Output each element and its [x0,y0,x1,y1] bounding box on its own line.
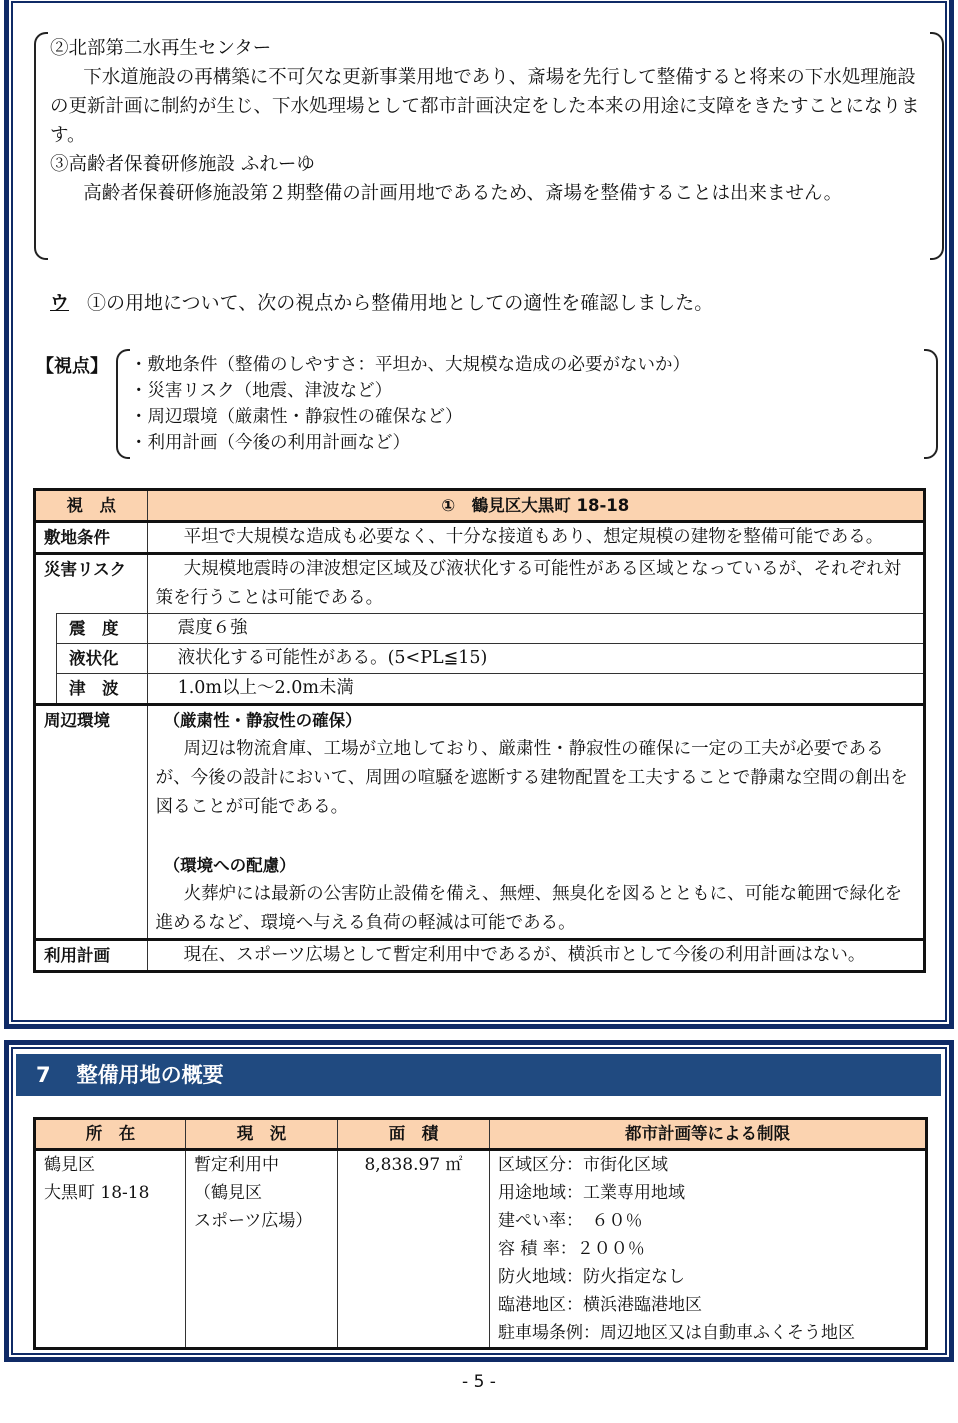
left-bracket [34,32,48,260]
restriction-line: 臨港地区：横浜港臨港地区 [498,1295,702,1315]
header-site: ① 鶴見区大黒町 18-18 [147,490,924,522]
tsunami-value: 1.0m以上～2.0m未満 [147,674,924,705]
environment-text [147,705,924,940]
tsunami-label: 津 波 [57,674,148,705]
table-header-row [35,490,925,522]
environment-subhead-2: （環境への配慮） [163,856,296,875]
location-line: 鶴見区 [44,1155,95,1175]
viewpoints-box [116,349,938,459]
liquefaction-label: 液状化 [57,644,148,674]
header-location: 所 在 [35,1119,186,1150]
item2-title: ②北部第二水再生センター [50,38,272,59]
restriction-line: 建ぺい率： ６０％ [498,1211,643,1231]
viewpoint-label: 【視点】 [36,356,108,377]
environment-text-1: 周辺は物流倉庫、工場が立地しており、厳粛性・静寂性の確保に一定の工夫が必要であるが、今後の設計において、周囲の喧騒を遮断する建物配置を工夫することで静粛な空間の創出を図ることが可能である。 [155,739,908,817]
viewpoint-item: ・敷地条件（整備のしやすさ：平坦か、大規模な造成の必要がないか） [130,355,690,375]
item3-title: ③高齢者保養研修施設 ふれーゆ [50,154,315,175]
item3-text: 高齢者保養研修施設第２期整備の計画用地であるため、斎場を整備することは出来ません。 [83,183,843,204]
site-conditions-text: 平坦で大規模な造成も必要なく、十分な接道もあり、想定規模の建物を整備可能である。 [147,522,924,554]
table-header-row [35,1119,927,1150]
status-line: 暫定利用中 [194,1155,279,1175]
disaster-risk-label: 災害リスク [35,554,148,614]
right-bracket [930,32,944,260]
indent-spacer [35,614,57,705]
seismic-value: 震度６強 [147,614,924,644]
restriction-line: 区域区分：市街化区域 [498,1155,668,1175]
table-row-disaster-risk [35,554,925,614]
status-cell [186,1150,338,1349]
table-row-liquefaction [35,644,925,674]
section-7-title [16,1054,941,1096]
site-overview-table [33,1117,928,1350]
section-title-text: 整備用地の概要 [76,1063,224,1087]
blank-line [156,822,915,851]
area-cell: 8,838.97 ㎡ [338,1150,490,1349]
section-u-mark: ウ [50,292,70,314]
restriction-line: 防火地域：防火指定なし [498,1267,685,1287]
section-number: 7 [36,1063,51,1087]
alternative-sites-box [34,32,944,260]
viewpoint-item: ・利用計画（今後の利用計画など） [130,433,410,453]
right-bracket [924,349,938,459]
usage-plan-text: 現在、スポーツ広場として暫定利用中であるが、横浜市として今後の利用計画はない。 [147,940,924,972]
environment-text-2: 火葬炉には最新の公害防止設備を備え、無煙、無臭化を図るとともに、可能な範囲で緑化を進めるなど、環境へ与える負荷の軽減は可能である。 [155,884,903,933]
header-restrictions: 都市計画等による制限 [490,1119,927,1150]
environment-subhead-1: （厳粛性・静寂性の確保） [163,711,362,730]
viewpoints-list [130,352,690,456]
table-row-environment [35,705,925,940]
header-area: 面 積 [338,1119,490,1150]
site-conditions-label: 敷地条件 [35,522,148,554]
item2-text: 下水道施設の再構築に不可欠な更新事業用地であり、斎場を先行して整備すると将来の下水処理施設の更新計画に制約が生じ、下水処理場として都市計画決定をした本来の用途に支障をきたすことになります。 [50,67,920,146]
liquefaction-value: 液状化する可能性がある。(5<PL≦15) [147,644,924,674]
restriction-line: 用途地域：工業専用地域 [498,1183,685,1203]
table-row-tsunami [35,674,925,705]
seismic-label: 震 度 [57,614,148,644]
left-bracket [116,349,130,459]
disaster-risk-text: 大規模地震時の津波想定区域及び液状化する可能性がある区域となっているが、それぞれ対策を行うことは可能である。 [147,554,924,614]
header-viewpoint: 視 点 [35,490,148,522]
viewpoint-item: ・周辺環境（厳粛性・静寂性の確保など） [130,407,463,427]
location-line: 大黒町 18-18 [44,1183,150,1203]
page-number: - 5 - [462,1372,496,1392]
section-u-line [50,288,713,315]
table-row-seismic [35,614,925,644]
location-cell [35,1150,186,1349]
viewpoint-item: ・災害リスク（地震、津波など） [130,381,393,401]
restriction-line: 容 積 率：２００％ [498,1239,645,1259]
header-status: 現 況 [186,1119,338,1150]
restrictions-cell [490,1150,927,1349]
status-line: （鶴見区 [194,1183,262,1203]
table-row-site-conditions [35,522,925,554]
restriction-line: 駐車場条例：周辺地区又は自動車ふくそう地区 [498,1323,855,1343]
table-row [35,1150,927,1349]
evaluation-table [33,488,926,973]
section-u-text: ①の用地について、次の視点から整備用地としての適性を確認しました。 [87,292,714,314]
table-row-usage-plan [35,940,925,972]
status-line: スポーツ広場） [194,1211,313,1231]
environment-label: 周辺環境 [35,705,148,940]
usage-plan-label: 利用計画 [35,940,148,972]
